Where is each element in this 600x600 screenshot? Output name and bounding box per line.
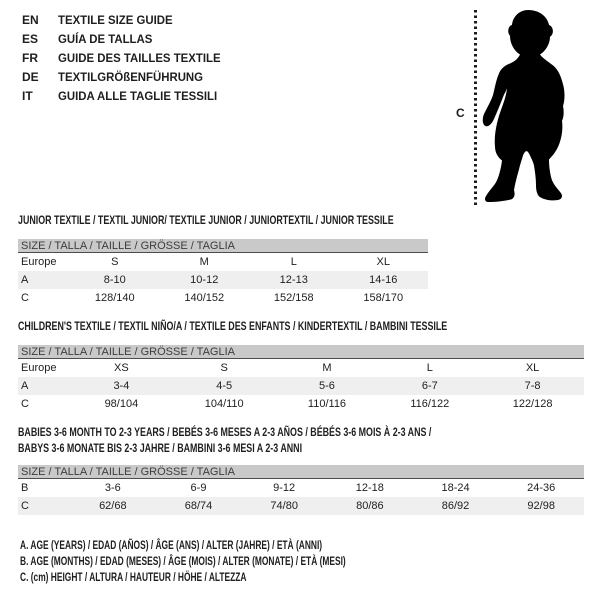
- table-row: [18, 253, 428, 271]
- table-row: [18, 497, 584, 515]
- row-label: A: [21, 380, 29, 392]
- size-cell: 122/128: [512, 398, 553, 410]
- size-cell: 104/110: [204, 398, 244, 410]
- table-title: JUNIOR TEXTILE / TEXTIL JUNIOR/ TEXTILE JUNIOR / JUNIORTEXTIL / JUNIOR TESSILE: [18, 213, 394, 227]
- size-cell: 5-6: [319, 380, 335, 392]
- size-cell: XL: [376, 256, 390, 268]
- size-cell: M: [199, 256, 209, 268]
- table-row: [18, 271, 428, 289]
- language-label: GUIDE DES TAILLES TEXTILE: [58, 50, 221, 65]
- row-label: C: [21, 292, 29, 304]
- language-list: [22, 10, 229, 105]
- language-row: [22, 67, 229, 86]
- size-header-bar: SIZE / TALLA / TAILLE / GRÖSSE / TAGLIA: [18, 345, 584, 359]
- children-size-table: [18, 318, 584, 413]
- size-header-bar: SIZE / TALLA / TAILLE / GRÖSSE / TAGLIA: [18, 239, 428, 253]
- table-title: BABYS 3-6 MONATE BIS 2-3 JAHRE / BAMBINI 3-6 MESI A 2-3 ANNI: [18, 441, 303, 455]
- footnote: B. AGE (MONTHS) / EDAD (MESES) / ÂGE (MOIS) / ALTER (MONATE) / ETÀ (MESI): [20, 554, 346, 568]
- height-dashed-line: [474, 10, 477, 206]
- size-cell: 8-10: [103, 274, 126, 286]
- size-cell: 152/158: [273, 292, 314, 304]
- size-cell: 98/104: [104, 398, 139, 410]
- size-cell: 116/122: [410, 398, 450, 410]
- size-cell: M: [322, 362, 332, 374]
- size-cell: 74/80: [270, 500, 298, 512]
- footnote: C. (cm) HEIGHT / ALTURA / HAUTEUR / HÖHE / ALTEZZA: [20, 570, 247, 584]
- size-cell: L: [290, 256, 297, 268]
- size-cell: L: [426, 362, 433, 374]
- size-cell: 4-5: [216, 380, 233, 392]
- row-label: Europe: [21, 256, 57, 268]
- size-cell: 9-12: [273, 482, 296, 494]
- size-cell: 92/98: [527, 500, 555, 512]
- size-cell: 3-6: [104, 482, 121, 494]
- table-row: [18, 395, 584, 413]
- junior-size-table: [18, 212, 428, 307]
- size-cell: 14-16: [369, 274, 398, 286]
- language-code: DE: [22, 69, 39, 84]
- language-row: [22, 10, 229, 29]
- table-title: CHILDREN'S TEXTILE / TEXTIL NIÑO/A / TEXTILE DES ENFANTS / KINDERTEXTIL / BAMBINI TESSILE: [18, 319, 448, 333]
- table-row: [18, 479, 584, 497]
- table-row: [18, 377, 584, 395]
- language-row: [22, 48, 229, 67]
- table-row: [18, 359, 584, 377]
- size-cell: 3-4: [113, 380, 130, 392]
- size-cell: 68/74: [184, 500, 213, 512]
- language-code: ES: [22, 31, 39, 46]
- size-cell: 12-13: [279, 274, 308, 286]
- size-cell: 6-9: [190, 482, 207, 494]
- row-label: C: [21, 398, 29, 410]
- size-cell: XL: [525, 362, 540, 374]
- language-label: GUIDA ALLE TAGLIE TESSILI: [58, 88, 218, 103]
- size-cell: 140/152: [184, 292, 225, 304]
- language-code: FR: [22, 50, 38, 65]
- size-cell: 12-18: [355, 482, 384, 494]
- language-label: TEXTILGRÖßENFÜHRUNG: [58, 69, 204, 84]
- size-cell: 18-24: [441, 482, 470, 494]
- row-label: C: [21, 500, 29, 512]
- size-cell: 158/170: [363, 292, 404, 304]
- table-title: BABIES 3-6 MONTH TO 2-3 YEARS / BEBÉS 3-6 MESES A 2-3 AÑOS / BÉBÉS 3-6 MOIS À 2-3 ANS /: [18, 425, 432, 439]
- size-cell: 6-7: [421, 380, 438, 392]
- footnotes: [20, 537, 485, 585]
- size-cell: 86/92: [441, 500, 470, 512]
- size-cell: 7-8: [524, 380, 541, 392]
- toddler-silhouette-icon: [482, 8, 572, 206]
- size-cell: 24-36: [527, 482, 556, 494]
- row-label: A: [21, 274, 29, 286]
- language-code: IT: [22, 88, 33, 103]
- size-cell: 80/86: [356, 500, 384, 512]
- size-cell: S: [111, 256, 119, 268]
- height-measure-label: C: [456, 106, 465, 120]
- babies-size-table: [18, 424, 584, 515]
- toddler-silhouette-path: [483, 10, 565, 202]
- size-cell: XS: [114, 362, 129, 374]
- language-label: TEXTILE SIZE GUIDE: [58, 12, 173, 27]
- size-cell: 10-12: [190, 274, 219, 286]
- language-label: GUÍA DE TALLAS: [58, 31, 153, 46]
- footnote: A. AGE (YEARS) / EDAD (AÑOS) / ÂGE (ANS) / ALTER (JAHRE) / ETÀ (ANNI): [20, 538, 323, 552]
- language-row: [22, 29, 229, 48]
- row-label: B: [21, 482, 29, 494]
- size-cell: 110/116: [307, 398, 347, 410]
- size-cell: 128/140: [94, 292, 135, 304]
- size-cell: 62/68: [99, 500, 127, 512]
- table-row: [18, 289, 428, 307]
- language-code: EN: [22, 12, 39, 27]
- size-cell: S: [220, 362, 228, 374]
- language-row: [22, 86, 229, 105]
- size-header-bar: SIZE / TALLA / TAILLE / GRÖSSE / TAGLIA: [18, 465, 584, 479]
- row-label: Europe: [21, 362, 57, 374]
